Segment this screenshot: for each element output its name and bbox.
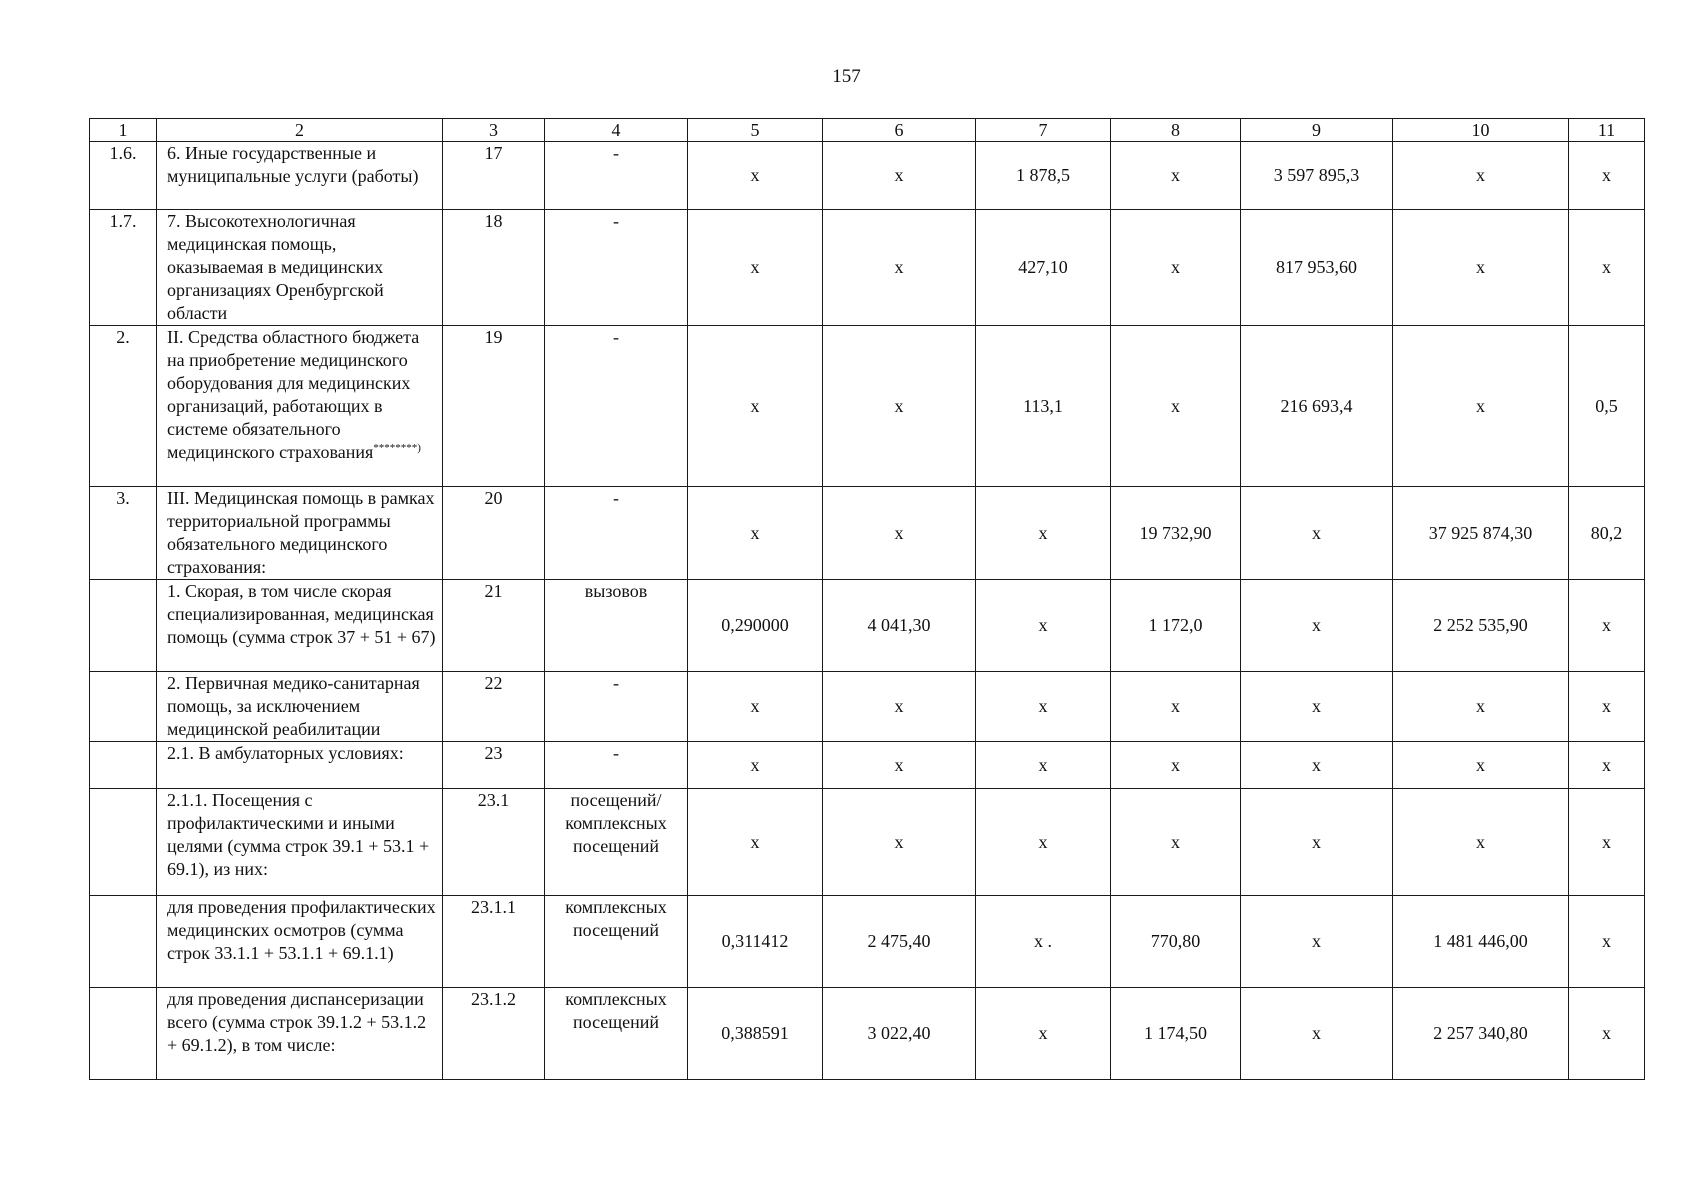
value-cell-col-8: x [1111,326,1241,487]
value-cell-col-6: x [823,142,976,210]
table-row [90,896,1645,988]
row-number-cell: 2. [90,326,157,487]
value-cell-col-8: x [1111,142,1241,210]
row-number-cell [90,896,157,988]
value-cell-col-11: 80,2 [1569,487,1645,580]
row-number-cell [90,580,157,672]
value-cell-col-9: x [1241,896,1393,988]
value-cell-col-10: 2 257 340,80 [1393,988,1569,1080]
column-number-8: 8 [1111,119,1241,142]
indicator-name-text: 2.1.1. Посещения с профилактическими и иными целями (сумма строк 39.1 + 53.1 + 69.1), из них: [167,790,430,879]
table-row [90,487,1645,580]
value-cell-col-8: x [1111,672,1241,742]
table-row [90,142,1645,210]
value-cell-col-9: x [1241,742,1393,789]
value-cell-col-5: 0,311412 [688,896,823,988]
indicator-name-cell [157,988,443,1080]
value-cell-col-5: x [688,789,823,896]
value-cell-col-5: x [688,672,823,742]
value-cell-col-6: x [823,487,976,580]
value-cell-col-10: 1 481 446,00 [1393,896,1569,988]
unit-cell: - [545,326,688,487]
value-cell-col-6: x [823,672,976,742]
value-cell-col-8: 1 174,50 [1111,988,1241,1080]
unit-cell: - [545,742,688,789]
row-code-cell: 19 [443,326,545,487]
row-number-cell [90,988,157,1080]
column-number-header-row [90,119,1645,142]
unit-cell: вызовов [545,580,688,672]
value-cell-col-10: x [1393,742,1569,789]
value-cell-col-8: 770,80 [1111,896,1241,988]
value-cell-col-10: x [1393,326,1569,487]
table-row [90,326,1645,487]
data-table [89,118,1645,1080]
value-cell-col-6: x [823,210,976,326]
indicator-name-cell [157,487,443,580]
value-cell-col-11: x [1569,672,1645,742]
value-cell-col-11: x [1569,580,1645,672]
row-code-cell: 18 [443,210,545,326]
indicator-name-cell [157,580,443,672]
value-cell-col-10: 2 252 535,90 [1393,580,1569,672]
table-row [90,742,1645,789]
column-number-7: 7 [976,119,1111,142]
value-cell-col-6: x [823,789,976,896]
value-cell-col-11: x [1569,896,1645,988]
row-number-cell: 3. [90,487,157,580]
value-cell-col-10: x [1393,789,1569,896]
row-code-cell: 23.1.1 [443,896,545,988]
value-cell-col-7: x [976,988,1111,1080]
column-number-6: 6 [823,119,976,142]
value-cell-col-8: 1 172,0 [1111,580,1241,672]
indicator-name-cell [157,896,443,988]
indicator-name-text: 1. Скорая, в том числе скорая специализированная, медицинская помощь (сумма строк 37 + 51 + 67) [167,581,436,647]
row-code-cell: 22 [443,672,545,742]
indicator-name-text: 2.1. В амбулаторных условиях: [167,743,404,763]
indicator-name-text: 7. Высокотехнологичная медицинская помощь, оказываемая в медицинских организациях Оренбургской области [167,211,384,323]
column-number-11: 11 [1569,119,1645,142]
indicator-name-cell [157,742,443,789]
value-cell-col-8: x [1111,789,1241,896]
value-cell-col-11: x [1569,210,1645,326]
value-cell-col-9: x [1241,789,1393,896]
row-code-cell: 20 [443,487,545,580]
column-number-3: 3 [443,119,545,142]
unit-cell: - [545,487,688,580]
value-cell-col-11: x [1569,742,1645,789]
value-cell-col-9: x [1241,672,1393,742]
value-cell-col-5: 0,290000 [688,580,823,672]
unit-cell: комплексных посещений [545,988,688,1080]
value-cell-col-7: x [976,742,1111,789]
column-number-4: 4 [545,119,688,142]
value-cell-col-7: x . [976,896,1111,988]
unit-cell: посещений/ комплексных посещений [545,789,688,896]
value-cell-col-9: 817 953,60 [1241,210,1393,326]
row-number-cell [90,742,157,789]
indicator-name-cell [157,789,443,896]
table-row [90,988,1645,1080]
column-number-10: 10 [1393,119,1569,142]
value-cell-col-5: x [688,326,823,487]
value-cell-col-7: 1 878,5 [976,142,1111,210]
column-number-9: 9 [1241,119,1393,142]
value-cell-col-5: x [688,210,823,326]
value-cell-col-7: x [976,672,1111,742]
indicator-name-cell [157,326,443,487]
table-row [90,672,1645,742]
value-cell-col-9: x [1241,580,1393,672]
row-code-cell: 23.1 [443,789,545,896]
row-code-cell: 17 [443,142,545,210]
indicator-name-cell [157,210,443,326]
table-row [90,210,1645,326]
row-code-cell: 23 [443,742,545,789]
value-cell-col-7: 113,1 [976,326,1111,487]
unit-cell: - [545,672,688,742]
row-number-cell [90,789,157,896]
value-cell-col-6: 4 041,30 [823,580,976,672]
value-cell-col-11: x [1569,142,1645,210]
value-cell-col-5: 0,388591 [688,988,823,1080]
value-cell-col-7: x [976,487,1111,580]
row-number-cell: 1.6. [90,142,157,210]
value-cell-col-10: 37 925 874,30 [1393,487,1569,580]
row-number-cell: 1.7. [90,210,157,326]
row-code-cell: 21 [443,580,545,672]
unit-cell: комплексных посещений [545,896,688,988]
unit-cell: - [545,142,688,210]
value-cell-col-11: x [1569,988,1645,1080]
indicator-name-text: 6. Иные государственные и муниципальные услуги (работы) [167,143,419,186]
indicator-name-text: II. Средства областного бюджета на приобретение медицинского оборудования для медицинских организаций, работающих в системе обязательного медицинского страхования [167,327,420,462]
value-cell-col-6: 2 475,40 [823,896,976,988]
unit-cell: - [545,210,688,326]
indicator-name-text: III. Медицинская помощь в рамках территориальной программы обязательного медицинского страхования: [167,488,435,577]
value-cell-col-6: 3 022,40 [823,988,976,1080]
column-number-2: 2 [157,119,443,142]
value-cell-col-8: x [1111,742,1241,789]
column-number-5: 5 [688,119,823,142]
indicator-name-text: для проведения профилактических медицинских осмотров (сумма строк 33.1.1 + 53.1.1 + 69.1.1) [167,897,436,963]
value-cell-col-10: x [1393,142,1569,210]
value-cell-col-9: 3 597 895,3 [1241,142,1393,210]
row-number-cell [90,672,157,742]
value-cell-col-5: x [688,487,823,580]
value-cell-col-6: x [823,742,976,789]
value-cell-col-10: x [1393,672,1569,742]
value-cell-col-9: 216 693,4 [1241,326,1393,487]
value-cell-col-11: x [1569,789,1645,896]
value-cell-col-9: x [1241,988,1393,1080]
value-cell-col-8: x [1111,210,1241,326]
value-cell-col-7: 427,10 [976,210,1111,326]
footnote-marker: ********) [373,442,421,454]
indicator-name-cell [157,672,443,742]
value-cell-col-10: x [1393,210,1569,326]
indicator-name-text: для проведения диспансеризации всего (сумма строк 39.1.2 + 53.1.2 + 69.1.2), в том числе: [167,989,427,1055]
indicator-name-cell [157,142,443,210]
indicator-name-text: 2. Первичная медико-санитарная помощь, за исключением медицинской реабилитации [167,673,420,739]
page-number: 157 [832,66,861,87]
value-cell-col-6: x [823,326,976,487]
value-cell-col-8: 19 732,90 [1111,487,1241,580]
value-cell-col-7: x [976,580,1111,672]
row-code-cell: 23.1.2 [443,988,545,1080]
value-cell-col-7: x [976,789,1111,896]
value-cell-col-5: x [688,742,823,789]
table-row [90,580,1645,672]
column-number-1: 1 [90,119,157,142]
value-cell-col-11: 0,5 [1569,326,1645,487]
value-cell-col-5: x [688,142,823,210]
table-row [90,789,1645,896]
value-cell-col-9: x [1241,487,1393,580]
